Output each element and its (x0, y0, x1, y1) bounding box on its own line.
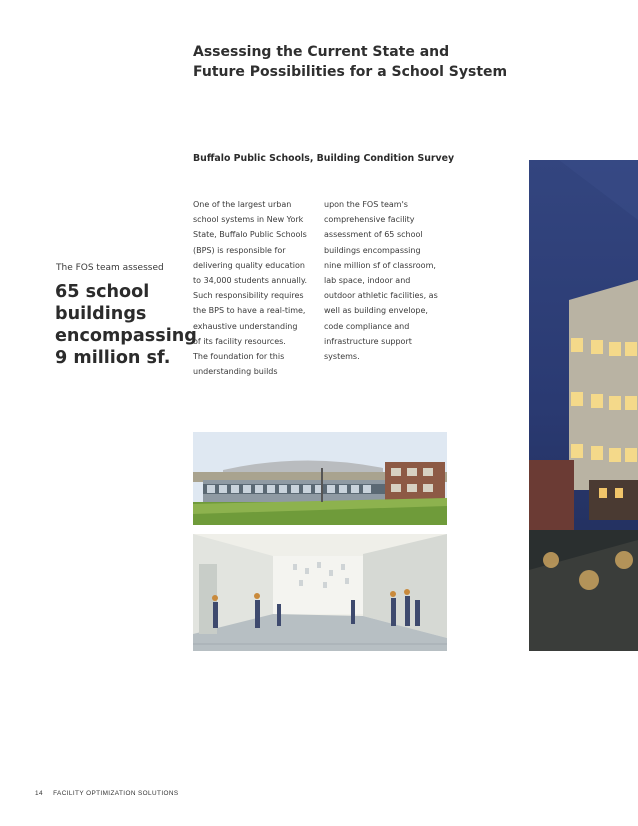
callout-line: 9 million sf. (55, 348, 171, 368)
body-line: The foundation for this (193, 352, 285, 362)
body-line: comprehensive facility (324, 215, 415, 225)
body-line: One of the largest urban (193, 200, 292, 209)
body-column-2 (324, 197, 456, 364)
body-line: well as building envelope, (324, 306, 428, 316)
building-dusk-illustration (529, 160, 638, 651)
page-footer (35, 790, 335, 797)
school-lobby-photo (193, 534, 447, 651)
body-line: upon the FOS team's (324, 200, 408, 209)
body-line: assessment of 65 school (324, 230, 423, 240)
body-line: systems. (324, 352, 360, 362)
callout-stat (55, 281, 197, 369)
page-title-line-1: Assessing the Current State and (193, 44, 450, 60)
callout-intro: The FOS team assessed (56, 263, 164, 273)
body-line: State, Buffalo Public Schools (193, 230, 307, 240)
body-line: delivering quality education (193, 260, 305, 270)
callout-line: encompassing (55, 326, 197, 346)
body-line: of its facility resources. (193, 336, 286, 346)
body-line: exhaustive understanding (193, 321, 298, 331)
building-dusk-photo (529, 160, 638, 651)
callout-line: buildings (55, 304, 147, 324)
gymnasium-exterior-photo (193, 432, 447, 525)
body-line: nine million sf of classroom, (324, 260, 436, 270)
body-line: to 34,000 students annually. (193, 276, 307, 286)
page-number: 14 (35, 790, 43, 797)
body-line: buildings encompassing (324, 245, 421, 255)
body-line: the BPS to have a real-time, (193, 306, 306, 316)
school-lobby-illustration (193, 534, 447, 651)
body-line: infrastructure support (324, 336, 412, 346)
body-line: code compliance and (324, 321, 410, 331)
body-line: school systems in New York (193, 215, 304, 225)
body-column-1 (193, 197, 319, 379)
body-line: outdoor athletic facilities, as (324, 291, 438, 301)
gymnasium-exterior-illustration (193, 432, 447, 525)
body-line: Such responsibility requires (193, 291, 304, 301)
body-line: lab space, indoor and (324, 276, 411, 286)
footer-section-title: FACILITY OPTIMIZATION SOLUTIONS (53, 790, 179, 797)
body-line: (BPS) is responsible for (193, 245, 286, 255)
callout-line: 65 school (55, 282, 150, 302)
page-title (193, 42, 613, 82)
body-line: understanding builds (193, 367, 278, 377)
section-subtitle: Buffalo Public Schools, Building Condition Survey (193, 153, 455, 164)
page-title-line-2: Future Possibilities for a School System (193, 64, 508, 80)
